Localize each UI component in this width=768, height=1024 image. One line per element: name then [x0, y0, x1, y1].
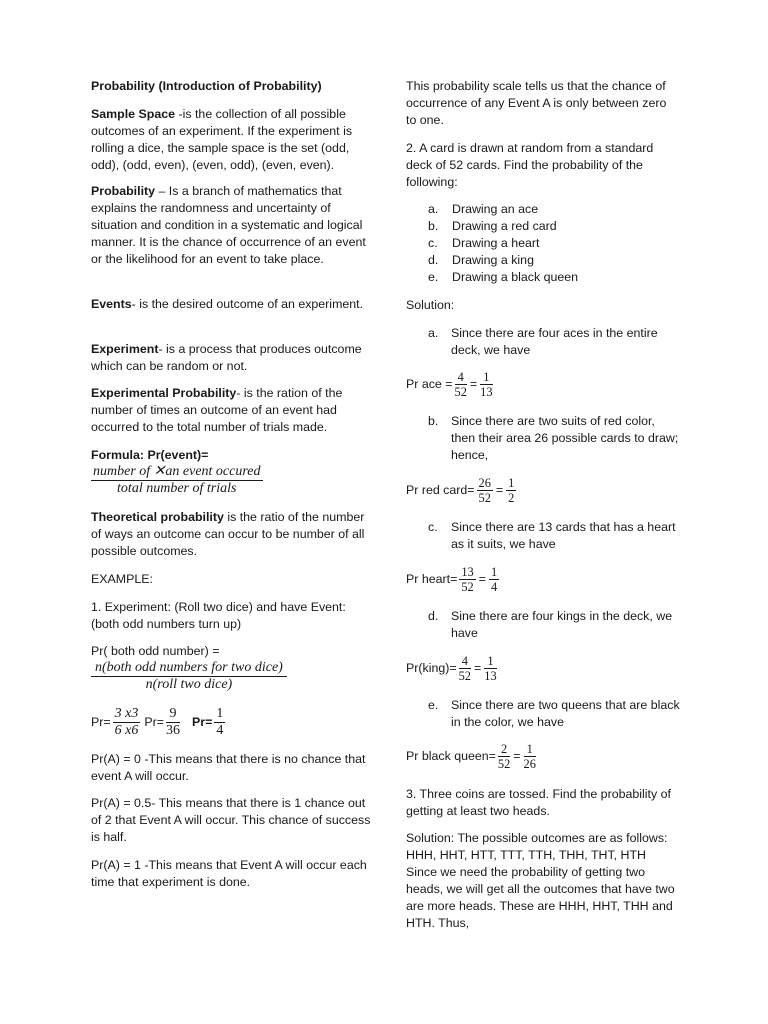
example-heading: EXAMPLE: — [91, 572, 153, 586]
pr-a-half: Pr(A) = 0.5- This means that there is 1 chance out of 2 that Event A will occur. This chance of success is half. — [91, 796, 371, 844]
pr-a-one: Pr(A) = 1 -This means that Event A will occur each time that experiment is done. — [91, 858, 367, 889]
question-3-solution: Solution: The possible outcomes are as follows: HHH, HHT, HTT, TTT, TTH, THH, THT, HTH Since we need the probability of getting two heads, we will get all the outcomes that have two are more heads. These are HHH, HHT, THH and HTH. Thus, — [406, 831, 675, 930]
equation-red-card: Pr red card= $\frac{26}{52}$ = $\frac{1}{2}$ — [406, 476, 515, 505]
definition-experiment: Experiment- is a process that produces outcome which can be random or not. — [91, 342, 362, 373]
definition-sample-space: Sample Space -is the collection of all possible outcomes of an experiment. If the experiment is rolling a dice, the sample space is the set (odd, odd), (odd, even), (even, odd), (even, even). — [91, 107, 353, 172]
example-1-calculation: Pr= $\frac{3 x3}{6 x6}$ Pr= $\frac{9}{36}$ Pr= $\frac{1}{4}$ — [91, 706, 224, 738]
question-2-items — [406, 201, 678, 286]
definition-theoretical-probability: Theoretical probability is the ratio of the number of ways an outcome can occur to be number of all possible outcomes. — [91, 510, 365, 558]
list-item: b. Drawing a red card — [428, 219, 557, 233]
question-3: 3. Three coins are tossed. Find the probability of getting at least two heads. — [406, 787, 671, 818]
pr-both-fraction — [91, 660, 287, 693]
document-page: Probability (Introduction of Probability) Sample Space -is the collection of all possible outcomes of an experiment. If the experiment is rolling a dice, the sample space is the set (odd, odd), (odd, even), (even, odd), (even, even). Probability – Is a branch of mathematics that explains the randomness and uncertainty of situation and condition in a systematic and logical manner. It is the chance of occurrence of an event or the likelihood for an event to take place. Events- is the desired outcome of an experiment. Experiment- is a process that produces outcome which can be random or not. Experimental Probability- is the ration of the number of times an outcome of an event had occurred to the total number of trials made. Formula: Pr(event)= $\frac{\text{number of ✕an event occured}}{\text{total number of trials}}$ Theoretical probability is the ratio of the number of ways an outcome can occur to be number of all possible outcomes. EXAMPLE: 1. Experiment: (Roll two dice) and have Event: (both odd numbers turn up) Pr( both odd number) = $\frac{\text{n(both odd numbers for two dice)}}{\text{n(roll two dice)}}$ Pr= $\frac{3 x3}{6 x6}$ Pr= $\frac{9}{36}$ Pr= $\frac{1}{4}$ Pr(A) = 0 -This means that there is no chance that event A will occur. Pr(A) = 0.5- This means that there is 1 chance out of 2 that Event A will occur. This chance of success is half. Pr(A) = 1 -This means that Event A will occur each time that experiment is done. This probability scale tells us that the chance of occurrence of any Event A is only between zero to one. 2. A card is drawn at random from a standard deck of 52 cards. Find the probability of the following: a. Drawing an ace b. Drawing a red card c. Drawing a heart d. Drawing a king e. Drawing a black queen Solution: a. Since there are four aces in the entire deck, we have Pr ace = $\frac{4}{52}$ = $\frac{1}{13}$ b. Since there are two suits of red color, then their area 26 possible cards to draw; hence, Pr red card= $\frac{26}{52}$ = $\frac{1}{2}$ c. Since there are 13 cards that has a heart as it suits, we have Pr heart= $\frac{13}{52}$ = $\frac{1}{4}$ d. Sine there are four kings in the deck, we have Pr(king)= $\frac{4}{52}$ = $\frac{1}{13}$ e. Since there are two queens that are black in the color, we have Pr black queen= $\frac{2}{52}$ = $\frac{1}{26}$ 3. Three coins are tossed. Find the probability of getting at least two heads. Solution: The possible outcomes are as follows: HHH, HHT, HTT, TTT, TTH, THH, THT, HTH Since we need the probability of getting two heads, we will get all the outcomes that have two are more heads. These are HHH, HHT, THH and HTH. Thus, — [91, 79, 680, 930]
formula-label: Formula: Pr(event)= — [91, 448, 209, 462]
equation-king: Pr(king)= $\frac{4}{52}$ = $\frac{1}{13}$ — [406, 654, 497, 683]
pr-both-denominator: n(roll two dice) — [145, 677, 233, 692]
probability-scale-text: This probability scale tells us that the chance of occurrence of any Event A is only between zero to one. — [406, 79, 667, 127]
question-2: 2. A card is drawn at random from a standard deck of 52 cards. Find the probability of the following: — [406, 141, 654, 189]
list-item: e. Drawing a black queen — [428, 270, 579, 284]
formula-fraction — [91, 464, 263, 497]
formula-numerator: number of ✕an event occured — [93, 464, 261, 479]
pr-both-numerator: n(both odd numbers for two dice) — [91, 660, 287, 677]
list-item: a. Drawing an ace — [428, 202, 539, 216]
doc-title: Probability (Introduction of Probability) — [91, 79, 322, 93]
list-item: d. Drawing a king — [428, 253, 534, 267]
formula-denominator: total number of trials — [117, 481, 237, 496]
pr-both-label: Pr( both odd number) = — [91, 644, 220, 658]
solution-label: Solution: — [406, 298, 455, 312]
list-item: c. Drawing a heart — [428, 236, 540, 250]
equation-heart: Pr heart= $\frac{13}{52}$ = $\frac{1}{4}$ — [406, 565, 498, 594]
equation-ace: Pr ace = $\frac{4}{52}$ = $\frac{1}{13}$ — [406, 370, 493, 399]
equation-black-queen: Pr black queen= $\frac{2}{52}$ = $\frac{1}{26}$ — [406, 742, 536, 771]
example-1-text: 1. Experiment: (Roll two dice) and have Event: (both odd numbers turn up) — [91, 600, 346, 631]
definition-probability: Probability – Is a branch of mathematics that explains the randomness and uncertainty of situation and condition in a systematic and logical manner. It is the chance of occurrence of an event or the likelihood for an event to take place. — [91, 184, 366, 266]
definition-events: Events- is the desired outcome of an experiment. — [91, 297, 364, 311]
definition-experimental-probability: Experimental Probability- is the ration of the number of times an outcome of an event had occurred to the total number of trials made. — [91, 386, 343, 434]
pr-a-zero: Pr(A) = 0 -This means that there is no chance that event A will occur. — [91, 752, 366, 783]
